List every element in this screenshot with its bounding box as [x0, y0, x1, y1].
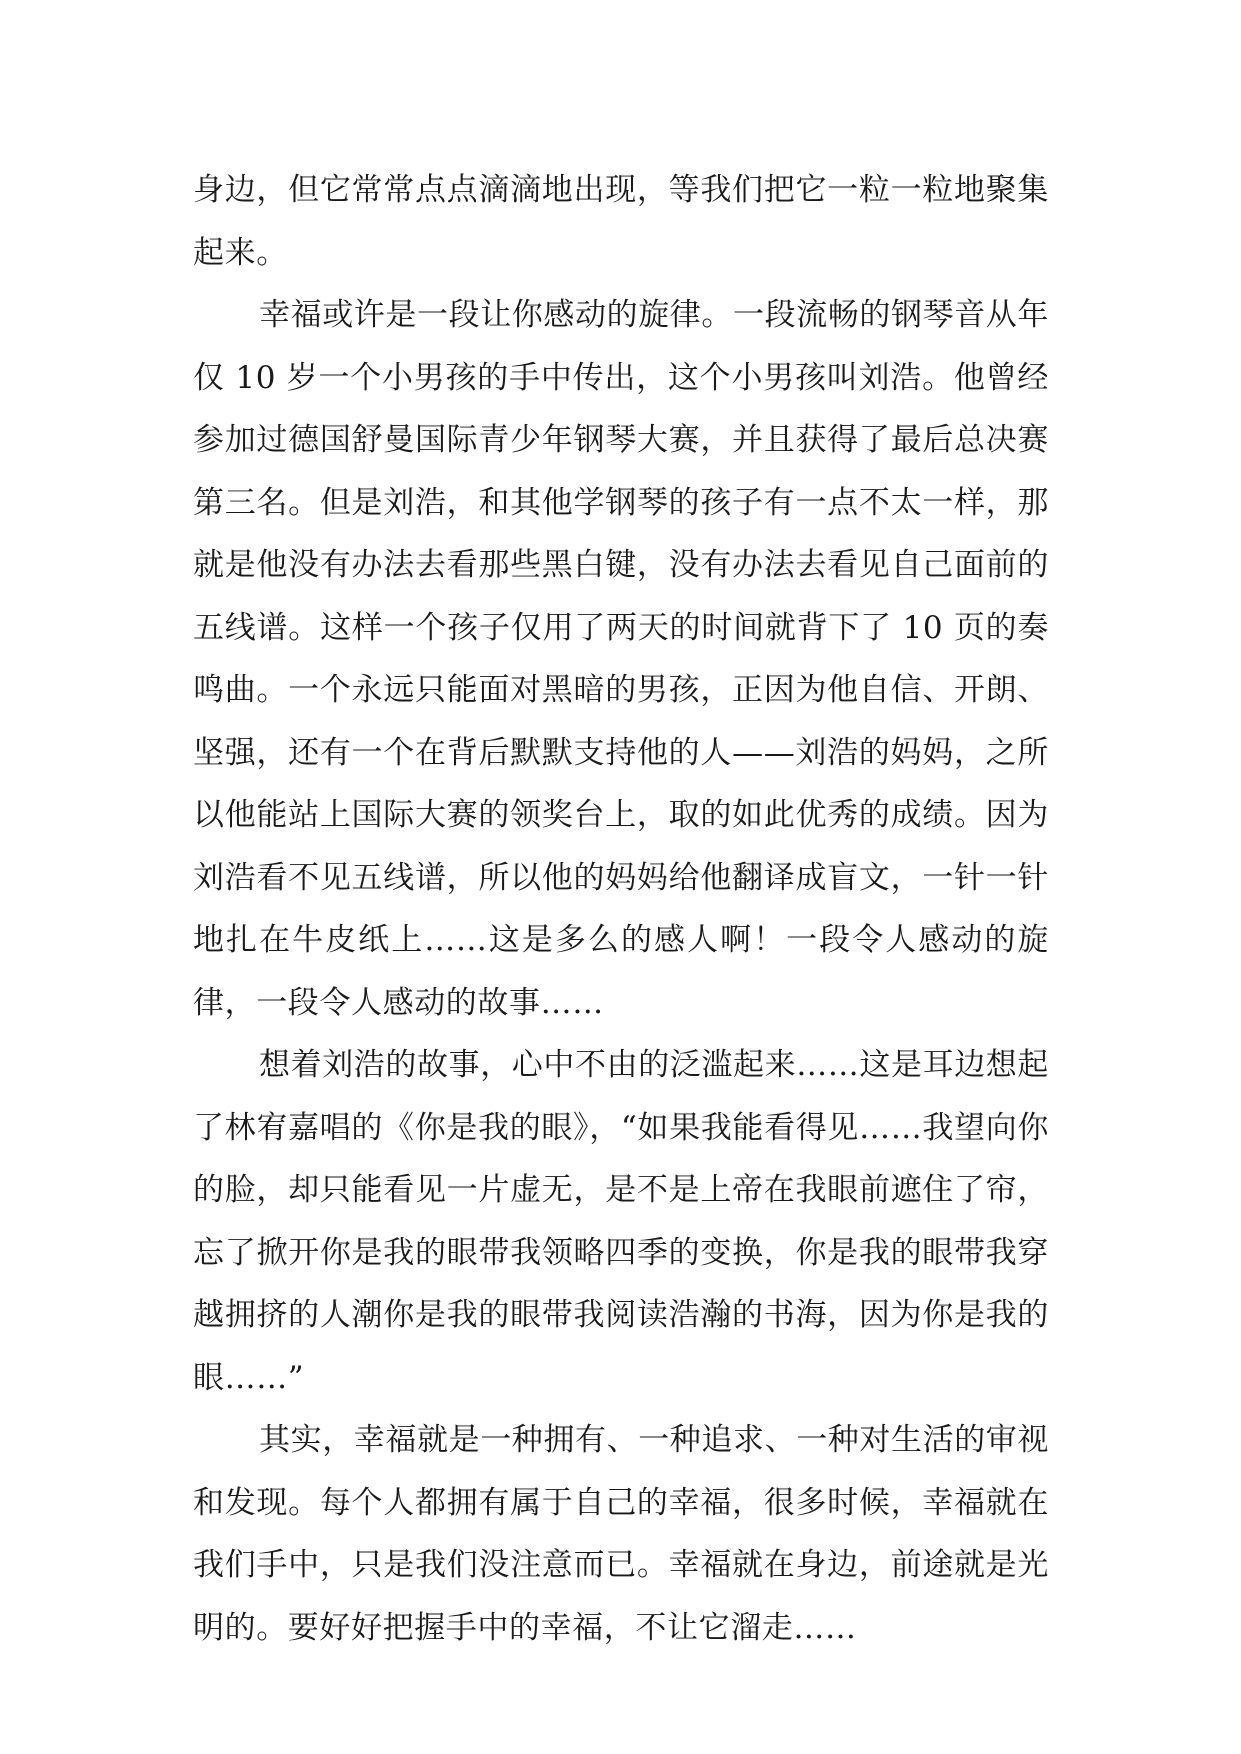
paragraph-1: 身边，但它常常点点滴滴地出现，等我们把它一粒一粒地聚集起来。 — [193, 172, 1049, 271]
paragraph-2: 幸福或许是一段让你感动的旋律。一段流畅的钢琴音从年仅 10 岁一个小男孩的手中传出，这个小男孩叫刘浩。他曾经参加过德国舒曼国际青少年钢琴大赛，并且获得了最后总决赛第三名。但是刘浩，和其他学钢琴的孩子有一点不太一样，那就是他没有办法去看那些黑白键，没有办法去看见自己面前的五线谱。这样一个孩子仅用了两天的时间就背下了 10 页的奏鸣曲。一个永远只能面对黑暗的男孩，正因为他自信、开朗、坚强，还有一个在背后默默支持他的人——刘浩的妈妈，之所以他能站上国际大赛的领奖台上，取的如此优秀的成绩。因为刘浩看不见五线谱，所以他的妈妈给他翻译成盲文，一针一针地扎在牛皮纸上……这是多么的感人啊！一段令人感动的旋律，一段令人感动的故事…… — [193, 297, 1049, 1021]
paragraph-3: 想着刘浩的故事，心中不由的泛滥起来……这是耳边想起了林宥嘉唱的《你是我的眼》，“如果我能看得见……我望向你的脸，却只能看见一片虚无，是不是上帝在我眼前遮住了帘，忘了掀开你是我的眼带我领略四季的变换，你是我的眼带我穿越拥挤的人潮你是我的眼带我阅读浩瀚的书海，因为你是我的眼……” — [193, 1047, 1049, 1396]
paragraph-4: 其实，幸福就是一种拥有、一种追求、一种对生活的审视和发现。每个人都拥有属于自己的幸福，很多时候，幸福就在我们手中，只是我们没注意而已。幸福就在身边，前途就是光明的。要好好把握手中的幸福，不让它溜走…… — [193, 1422, 1049, 1646]
document-body — [193, 159, 1049, 1659]
